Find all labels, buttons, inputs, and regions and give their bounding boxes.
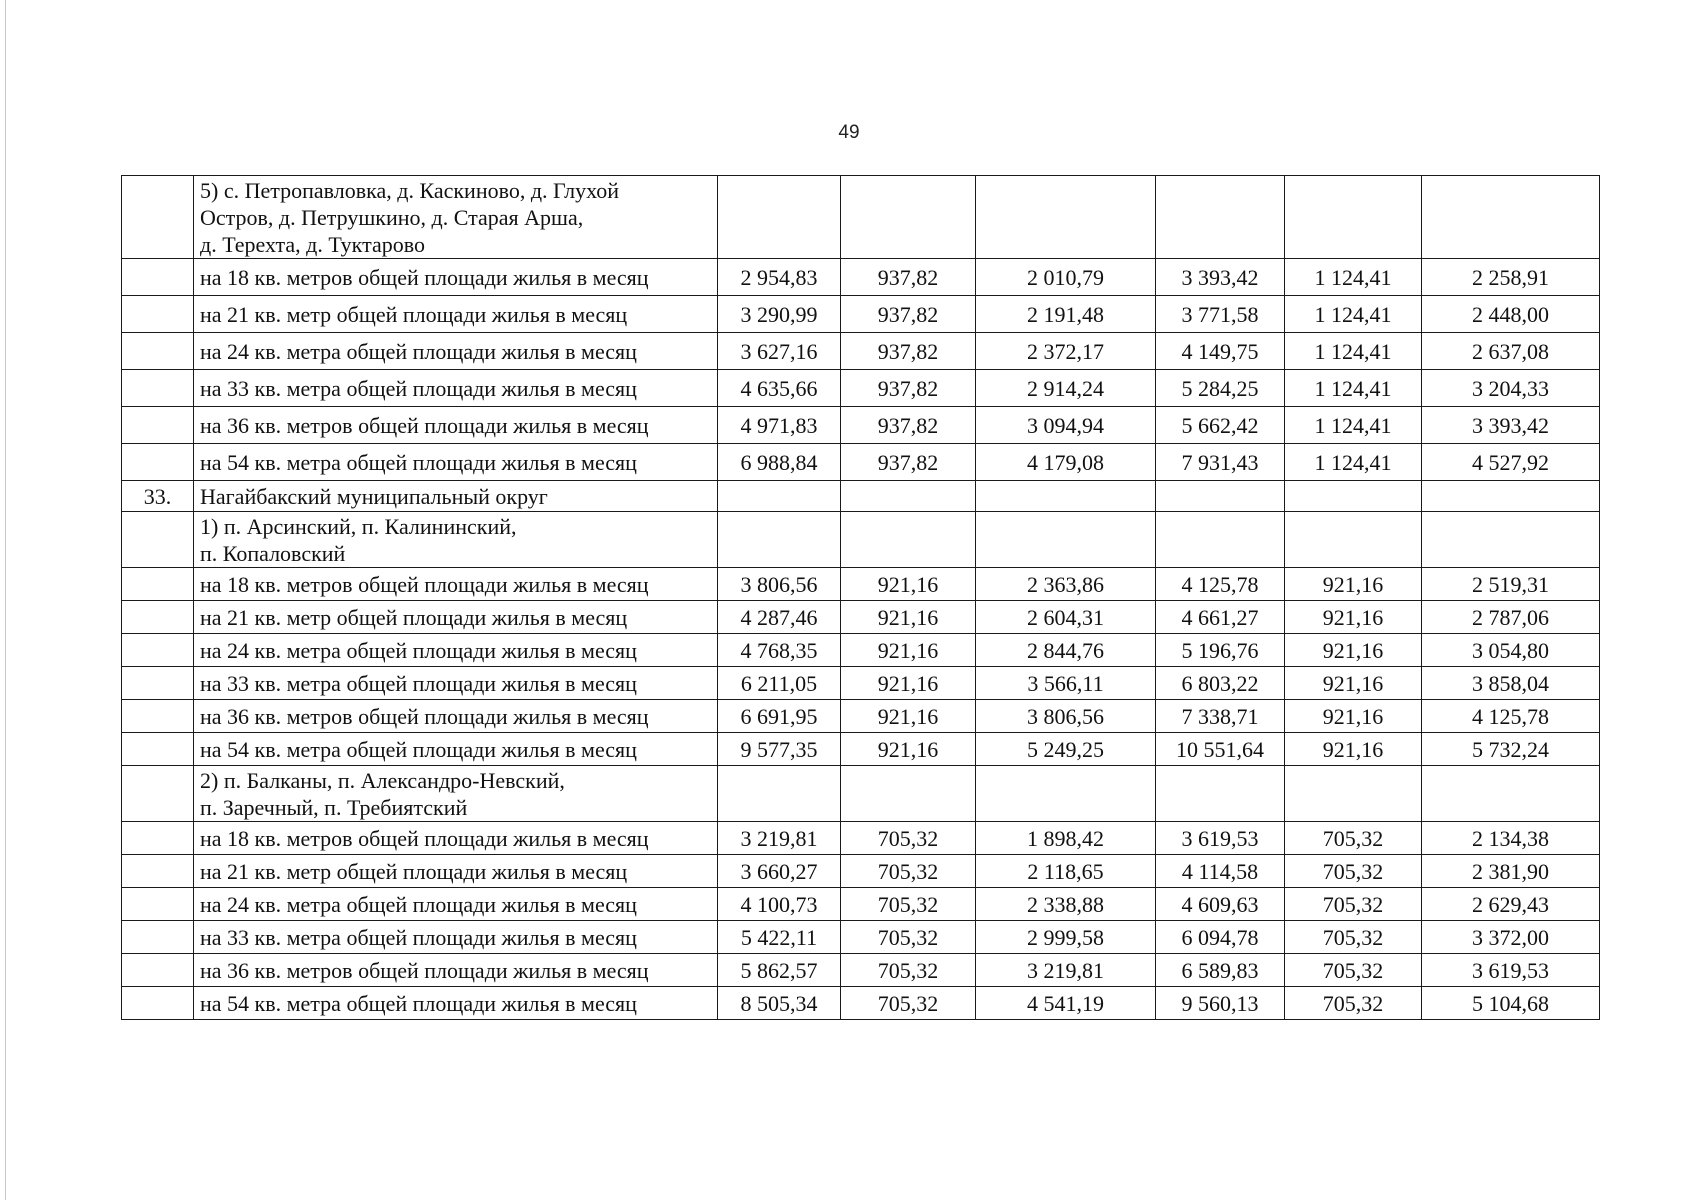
value-cell: 5 104,68 <box>1422 987 1600 1020</box>
value-cell: 2 134,38 <box>1422 822 1600 855</box>
value-cell: 4 971,83 <box>718 407 841 444</box>
value-cell: 6 988,84 <box>718 444 841 481</box>
table-row <box>122 296 1600 333</box>
value-cell: 3 219,81 <box>976 954 1156 987</box>
value-cell: 7 338,71 <box>1156 700 1285 733</box>
value-cell: 937,82 <box>841 370 976 407</box>
row-label: на 36 кв. метров общей площади жилья в месяц <box>194 700 718 733</box>
value-cell: 8 505,34 <box>718 987 841 1020</box>
row-label: на 21 кв. метр общей площади жилья в месяц <box>194 296 718 333</box>
value-cell: 1 124,41 <box>1285 407 1422 444</box>
table-row <box>122 822 1600 855</box>
value-cell: 921,16 <box>1285 601 1422 634</box>
value-cell: 3 806,56 <box>976 700 1156 733</box>
value-cell: 4 149,75 <box>1156 333 1285 370</box>
value-cell: 705,32 <box>1285 954 1422 987</box>
value-cell: 4 287,46 <box>718 601 841 634</box>
empty-cell <box>841 481 976 512</box>
row-number-cell <box>122 601 194 634</box>
value-cell: 705,32 <box>1285 987 1422 1020</box>
table-row <box>122 444 1600 481</box>
value-cell: 2 787,06 <box>1422 601 1600 634</box>
value-cell: 921,16 <box>841 667 976 700</box>
value-cell: 2 010,79 <box>976 259 1156 296</box>
tariff-table <box>121 175 1600 1020</box>
value-cell: 3 619,53 <box>1156 822 1285 855</box>
value-cell: 921,16 <box>841 568 976 601</box>
value-cell: 921,16 <box>1285 733 1422 766</box>
value-cell: 937,82 <box>841 407 976 444</box>
value-cell: 4 179,08 <box>976 444 1156 481</box>
empty-cell <box>1285 512 1422 568</box>
empty-cell <box>1285 481 1422 512</box>
value-cell: 1 124,41 <box>1285 296 1422 333</box>
table-row <box>122 333 1600 370</box>
value-cell: 705,32 <box>1285 921 1422 954</box>
empty-cell <box>976 766 1156 822</box>
empty-cell <box>718 512 841 568</box>
value-cell: 1 124,41 <box>1285 333 1422 370</box>
value-cell: 3 627,16 <box>718 333 841 370</box>
row-number-cell <box>122 667 194 700</box>
empty-cell <box>1285 176 1422 259</box>
value-cell: 3 393,42 <box>1422 407 1600 444</box>
value-cell: 4 527,92 <box>1422 444 1600 481</box>
value-cell: 937,82 <box>841 296 976 333</box>
row-label: на 18 кв. метров общей площади жилья в месяц <box>194 568 718 601</box>
empty-cell <box>1156 766 1285 822</box>
value-cell: 5 422,11 <box>718 921 841 954</box>
row-number-cell <box>122 370 194 407</box>
table-row <box>122 667 1600 700</box>
value-cell: 5 196,76 <box>1156 634 1285 667</box>
section-heading-row <box>122 766 1600 822</box>
value-cell: 3 393,42 <box>1156 259 1285 296</box>
section-number: 33. <box>122 481 194 512</box>
value-cell: 3 219,81 <box>718 822 841 855</box>
empty-cell <box>1156 176 1285 259</box>
row-label: на 24 кв. метра общей площади жилья в месяц <box>194 888 718 921</box>
table-row <box>122 407 1600 444</box>
row-label: на 36 кв. метров общей площади жилья в месяц <box>194 407 718 444</box>
value-cell: 1 124,41 <box>1285 444 1422 481</box>
empty-cell <box>1422 512 1600 568</box>
empty-cell <box>976 481 1156 512</box>
empty-cell <box>1422 176 1600 259</box>
value-cell: 921,16 <box>841 634 976 667</box>
value-cell: 5 732,24 <box>1422 733 1600 766</box>
row-label: на 21 кв. метр общей площади жилья в месяц <box>194 855 718 888</box>
value-cell: 705,32 <box>1285 855 1422 888</box>
row-label: на 33 кв. метра общей площади жилья в месяц <box>194 921 718 954</box>
value-cell: 3 372,00 <box>1422 921 1600 954</box>
empty-cell <box>1285 766 1422 822</box>
value-cell: 2 637,08 <box>1422 333 1600 370</box>
empty-cell <box>1156 512 1285 568</box>
value-cell: 705,32 <box>841 921 976 954</box>
row-number-cell <box>122 921 194 954</box>
empty-cell <box>841 512 976 568</box>
table-row <box>122 888 1600 921</box>
value-cell: 1 124,41 <box>1285 370 1422 407</box>
value-cell: 4 100,73 <box>718 888 841 921</box>
row-number-cell <box>122 733 194 766</box>
value-cell: 5 662,42 <box>1156 407 1285 444</box>
row-label: на 18 кв. метров общей площади жилья в месяц <box>194 259 718 296</box>
section-number <box>122 512 194 568</box>
value-cell: 2 629,43 <box>1422 888 1600 921</box>
row-label: на 54 кв. метра общей площади жилья в месяц <box>194 444 718 481</box>
empty-cell <box>1422 766 1600 822</box>
value-cell: 3 771,58 <box>1156 296 1285 333</box>
table-row <box>122 733 1600 766</box>
row-number-cell <box>122 333 194 370</box>
table-row <box>122 370 1600 407</box>
value-cell: 6 803,22 <box>1156 667 1285 700</box>
section-number <box>122 176 194 259</box>
value-cell: 3 660,27 <box>718 855 841 888</box>
empty-cell <box>718 766 841 822</box>
value-cell: 921,16 <box>1285 700 1422 733</box>
value-cell: 1 124,41 <box>1285 259 1422 296</box>
row-number-cell <box>122 444 194 481</box>
value-cell: 10 551,64 <box>1156 733 1285 766</box>
value-cell: 5 284,25 <box>1156 370 1285 407</box>
value-cell: 7 931,43 <box>1156 444 1285 481</box>
value-cell: 705,32 <box>841 954 976 987</box>
value-cell: 9 577,35 <box>718 733 841 766</box>
value-cell: 3 619,53 <box>1422 954 1600 987</box>
section-heading: 2) п. Балканы, п. Александро-Невский, п. Заречный, п. Требиятский <box>194 766 718 822</box>
empty-cell <box>976 176 1156 259</box>
value-cell: 6 211,05 <box>718 667 841 700</box>
value-cell: 2 999,58 <box>976 921 1156 954</box>
row-number-cell <box>122 407 194 444</box>
empty-cell <box>841 176 976 259</box>
value-cell: 6 589,83 <box>1156 954 1285 987</box>
row-number-cell <box>122 888 194 921</box>
value-cell: 2 381,90 <box>1422 855 1600 888</box>
value-cell: 4 541,19 <box>976 987 1156 1020</box>
value-cell: 4 768,35 <box>718 634 841 667</box>
value-cell: 937,82 <box>841 259 976 296</box>
value-cell: 2 954,83 <box>718 259 841 296</box>
value-cell: 3 858,04 <box>1422 667 1600 700</box>
row-label: на 18 кв. метров общей площади жилья в месяц <box>194 822 718 855</box>
value-cell: 937,82 <box>841 333 976 370</box>
value-cell: 921,16 <box>1285 568 1422 601</box>
value-cell: 2 844,76 <box>976 634 1156 667</box>
value-cell: 2 118,65 <box>976 855 1156 888</box>
row-label: на 33 кв. метра общей площади жилья в месяц <box>194 667 718 700</box>
value-cell: 2 519,31 <box>1422 568 1600 601</box>
table-row <box>122 634 1600 667</box>
row-label: на 36 кв. метров общей площади жилья в месяц <box>194 954 718 987</box>
row-label: на 24 кв. метра общей площади жилья в месяц <box>194 634 718 667</box>
section-heading-row <box>122 512 1600 568</box>
table-row <box>122 987 1600 1020</box>
value-cell: 3 566,11 <box>976 667 1156 700</box>
page-number: 49 <box>838 122 860 143</box>
value-cell: 4 609,63 <box>1156 888 1285 921</box>
row-label: на 33 кв. метра общей площади жилья в месяц <box>194 370 718 407</box>
value-cell: 705,32 <box>841 888 976 921</box>
scan-edge-line <box>5 0 6 1200</box>
value-cell: 6 094,78 <box>1156 921 1285 954</box>
section-heading-row <box>122 176 1600 259</box>
value-cell: 2 338,88 <box>976 888 1156 921</box>
table-row <box>122 601 1600 634</box>
value-cell: 3 204,33 <box>1422 370 1600 407</box>
row-label: на 21 кв. метр общей площади жилья в месяц <box>194 601 718 634</box>
row-label: на 24 кв. метра общей площади жилья в месяц <box>194 333 718 370</box>
value-cell: 9 560,13 <box>1156 987 1285 1020</box>
value-cell: 4 125,78 <box>1156 568 1285 601</box>
value-cell: 921,16 <box>1285 634 1422 667</box>
empty-cell <box>718 481 841 512</box>
value-cell: 921,16 <box>841 601 976 634</box>
value-cell: 705,32 <box>841 822 976 855</box>
value-cell: 2 448,00 <box>1422 296 1600 333</box>
empty-cell <box>1156 481 1285 512</box>
value-cell: 2 604,31 <box>976 601 1156 634</box>
row-label: на 54 кв. метра общей площади жилья в месяц <box>194 987 718 1020</box>
section-heading-row <box>122 481 1600 512</box>
value-cell: 705,32 <box>1285 888 1422 921</box>
table-row <box>122 259 1600 296</box>
row-number-cell <box>122 855 194 888</box>
row-number-cell <box>122 568 194 601</box>
value-cell: 2 191,48 <box>976 296 1156 333</box>
value-cell: 2 363,86 <box>976 568 1156 601</box>
table-body <box>122 176 1600 1020</box>
value-cell: 2 914,24 <box>976 370 1156 407</box>
row-number-cell <box>122 634 194 667</box>
row-number-cell <box>122 987 194 1020</box>
row-label: на 54 кв. метра общей площади жилья в месяц <box>194 733 718 766</box>
value-cell: 921,16 <box>1285 667 1422 700</box>
value-cell: 2 372,17 <box>976 333 1156 370</box>
value-cell: 921,16 <box>841 733 976 766</box>
section-heading: 5) с. Петропавловка, д. Каскиново, д. Глухой Остров, д. Петрушкино, д. Старая Арша, д. Терехта, д. Туктарово <box>194 176 718 259</box>
value-cell: 3 054,80 <box>1422 634 1600 667</box>
row-number-cell <box>122 954 194 987</box>
value-cell: 4 125,78 <box>1422 700 1600 733</box>
table-row <box>122 700 1600 733</box>
value-cell: 705,32 <box>1285 822 1422 855</box>
section-heading: Нагайбакский муниципальный округ <box>194 481 718 512</box>
value-cell: 3 806,56 <box>718 568 841 601</box>
empty-cell <box>976 512 1156 568</box>
table-row <box>122 954 1600 987</box>
value-cell: 2 258,91 <box>1422 259 1600 296</box>
row-number-cell <box>122 296 194 333</box>
row-number-cell <box>122 822 194 855</box>
value-cell: 3 094,94 <box>976 407 1156 444</box>
value-cell: 4 635,66 <box>718 370 841 407</box>
empty-cell <box>1422 481 1600 512</box>
value-cell: 4 661,27 <box>1156 601 1285 634</box>
value-cell: 4 114,58 <box>1156 855 1285 888</box>
value-cell: 705,32 <box>841 855 976 888</box>
value-cell: 937,82 <box>841 444 976 481</box>
row-number-cell <box>122 259 194 296</box>
table-row <box>122 568 1600 601</box>
value-cell: 921,16 <box>841 700 976 733</box>
empty-cell <box>718 176 841 259</box>
row-number-cell <box>122 700 194 733</box>
value-cell: 1 898,42 <box>976 822 1156 855</box>
section-heading: 1) п. Арсинский, п. Калининский, п. Копаловский <box>194 512 718 568</box>
value-cell: 5 249,25 <box>976 733 1156 766</box>
value-cell: 3 290,99 <box>718 296 841 333</box>
value-cell: 5 862,57 <box>718 954 841 987</box>
value-cell: 6 691,95 <box>718 700 841 733</box>
section-number <box>122 766 194 822</box>
table-row <box>122 855 1600 888</box>
table-row <box>122 921 1600 954</box>
value-cell: 705,32 <box>841 987 976 1020</box>
empty-cell <box>841 766 976 822</box>
